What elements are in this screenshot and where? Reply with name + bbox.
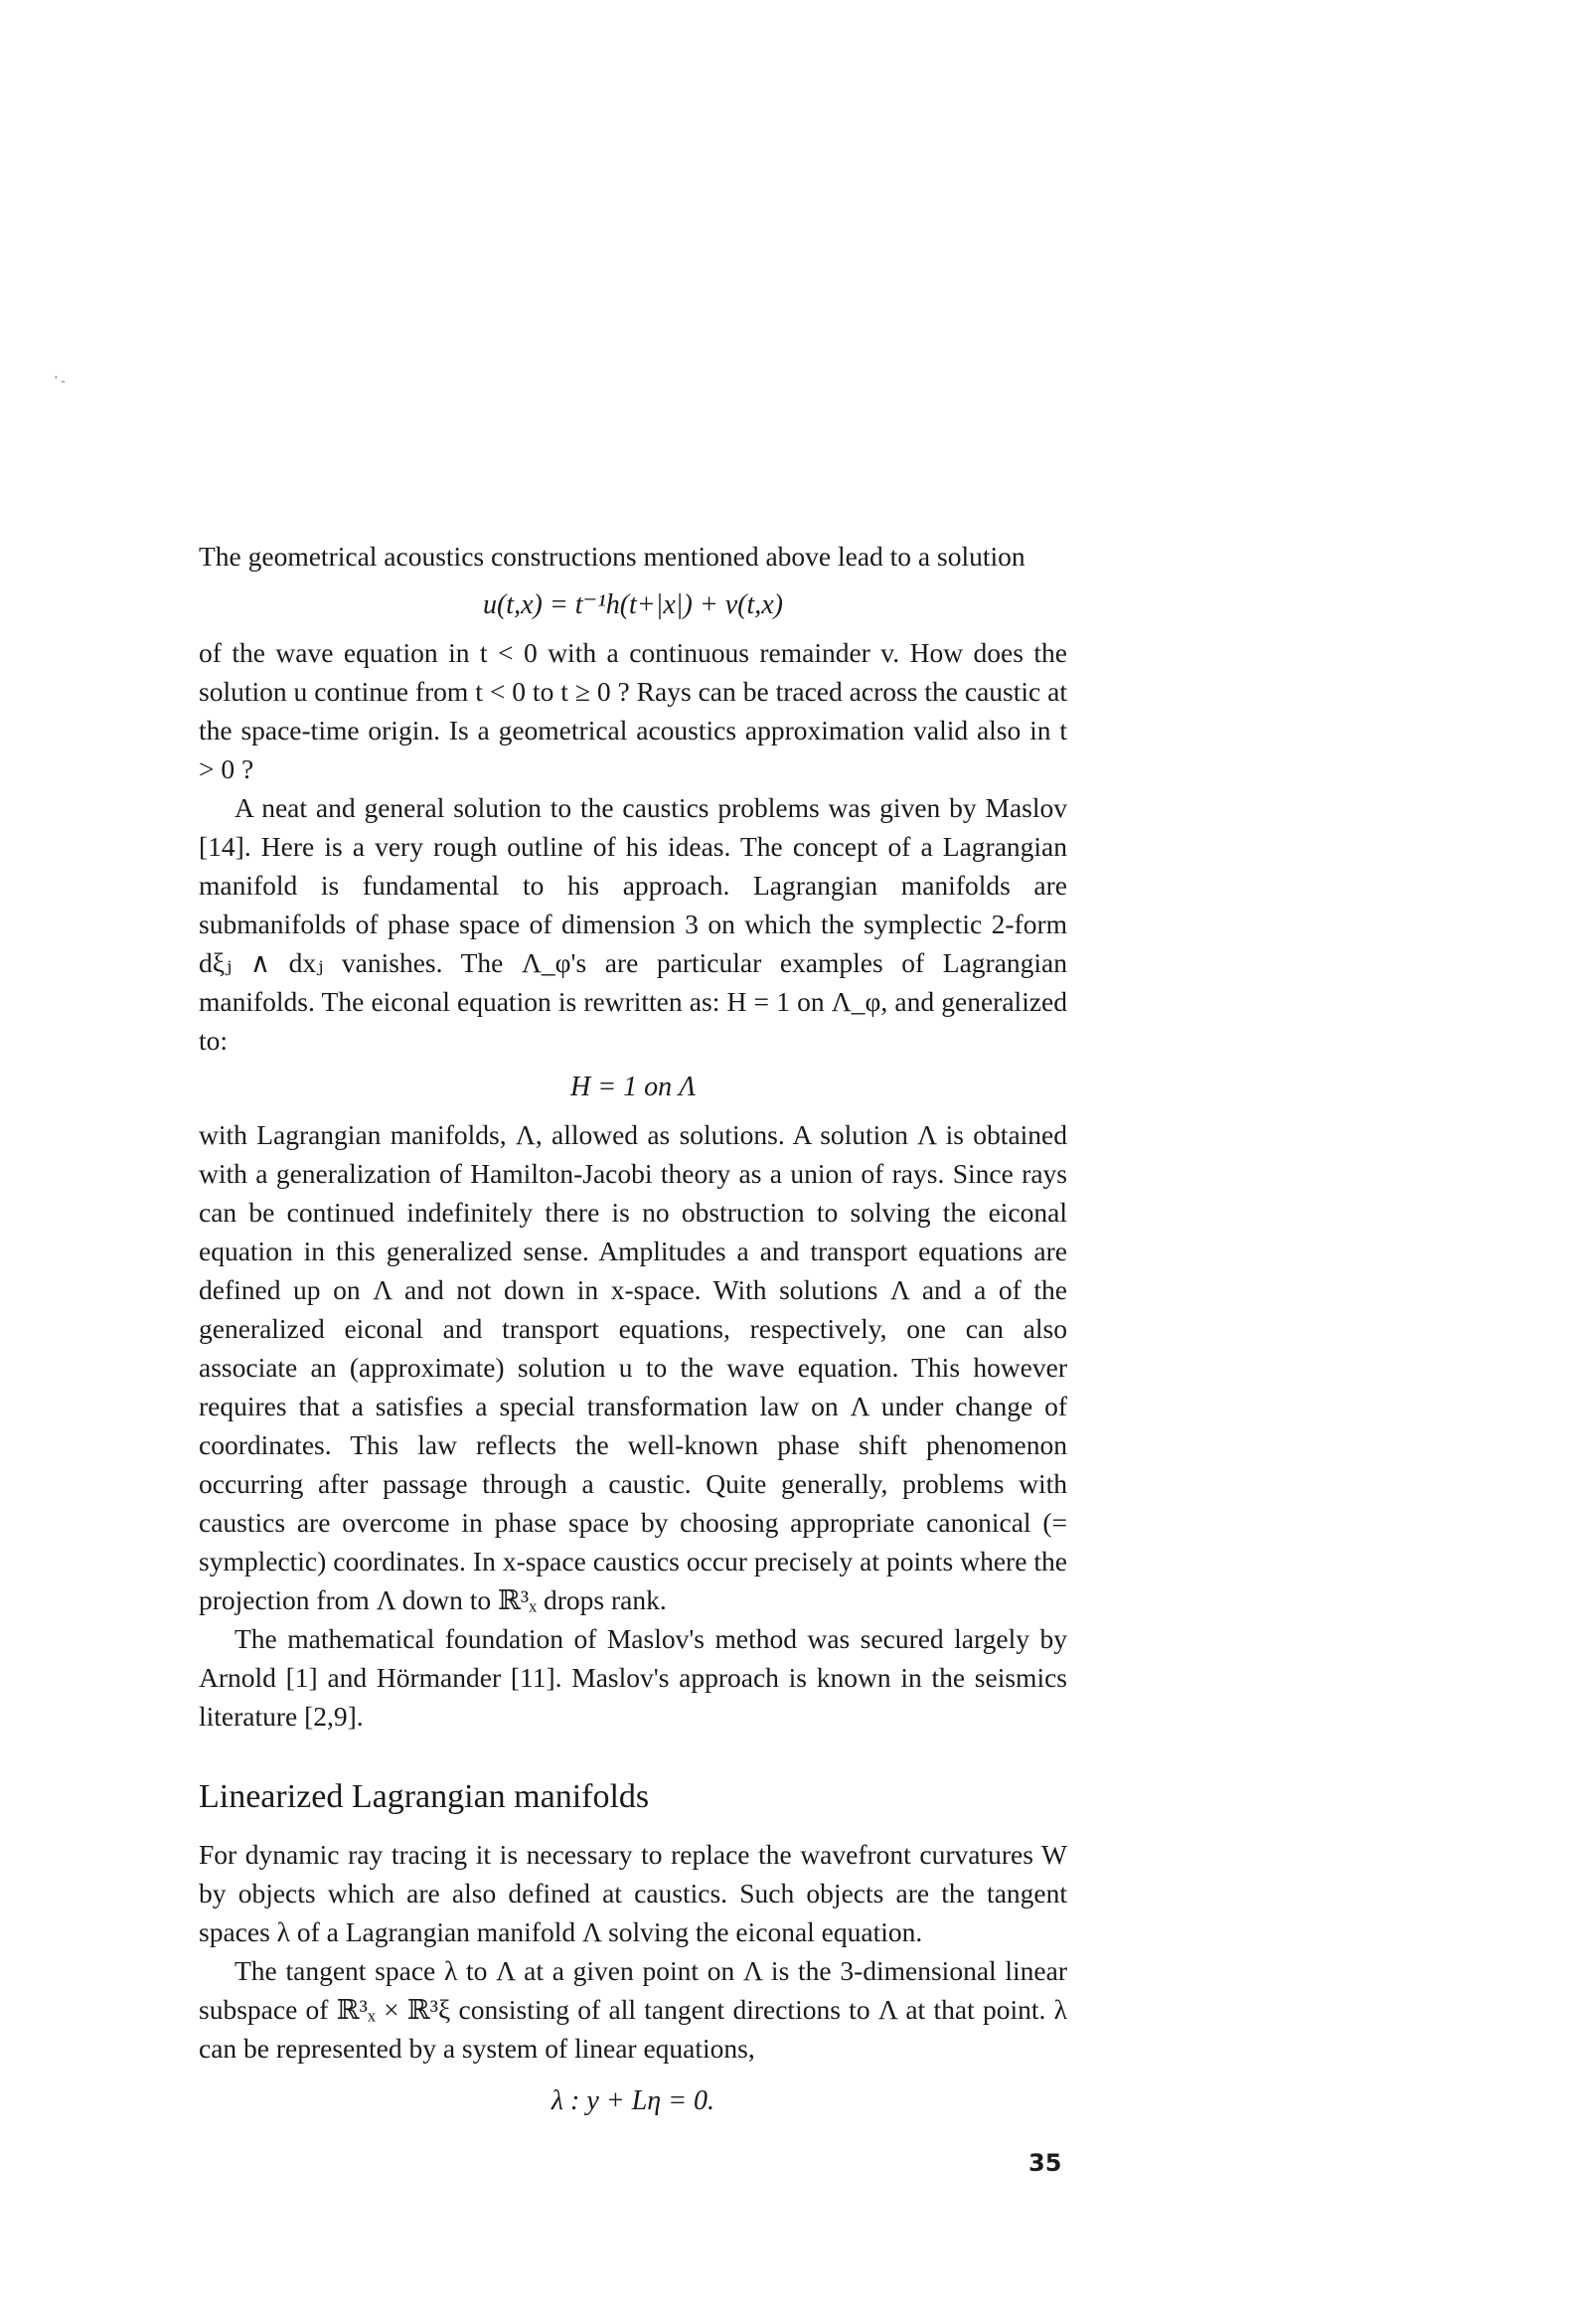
text-column [199,537,1067,2121]
equation-eiconal: H = 1 on Λ [569,1072,697,1102]
scan-speck: ' - [55,374,66,389]
paragraph-foundation: The mathematical foundation of Maslov's method was secured largely by Arnold [1] and Hörmander [11]. Maslov's approach is known in the seismics literature [2,9]. [199,1623,1067,1732]
equation-solution: u(t,x) = t⁻¹h(t+|x|) + v(t,x) [482,589,784,620]
page-number: 35 [1028,2149,1062,2177]
equation-tangent: λ : y + Lη = 0. [551,2085,715,2116]
paragraph-maslov: A neat and general solution to the caustics problems was given by Maslov [14]. Here is a very rough outline of his ideas. The concept of a Lagrangian manifold is fundamental to his approach. Lagrangian manifolds are submanifolds of phase space of dimension 3 on which the symplectic 2-form dξⱼ ∧ dxⱼ vanishes. The Λ_φ's are particular examples of Lagrangian manifolds. The eiconal equation is rewritten as: H = 1 on Λ_φ, and generalized to: [199,792,1067,1056]
intro-line: The geometrical acoustics constructions mentioned above lead to a solution [199,541,1025,572]
paragraph-wave-equation: of the wave equation in t < 0 with a continuous remainder v. How does the solution u continue from t < 0 to t ≥ 0 ? Rays can be traced across the caustic at the space-time origin. Is a geometrical acoustics approximation valid also in t > 0 ? [199,637,1067,784]
paragraph-tangent-space: The tangent space λ to Λ at a given point on Λ is the 3-dimensional linear subspace of ℝ³ₓ × ℝ³ξ consisting of all tangent directions to Λ at that point. λ can be represented by a system of linear equations, [199,1955,1067,2064]
paragraph-lagrangian: with Lagrangian manifolds, Λ, allowed as solutions. A solution Λ is obtained with a generalization of Hamilton-Jacobi theory as a union of rays. Since rays can be continued indefinitely there is no obstruction to solving the eiconal equation in this generalized sense. Amplitudes a and transport equations are defined up on Λ and not down in x-space. With solutions Λ and a of the generalized eiconal and transport equations, respectively, one can also associate an (approximate) solution u to the wave equation. This however requires that a satisfies a special transformation law on Λ under change of coordinates. This law reflects the well-known phase shift phenomenon occurring after passage through a caustic. Quite generally, problems with caustics are overcome in phase space by choosing appropriate canonical (= symplectic) coordinates. In x-space caustics occur precisely at points where the projection from Λ down to ℝ³ₓ drops rank. [199,1119,1067,1615]
paragraph-dynamic-ray: For dynamic ray tracing it is necessary to replace the wavefront curvatures W by objects which are also defined at caustics. Such objects are the tangent spaces λ of a Lagrangian manifold Λ solving the eiconal equation. [199,1839,1067,1947]
section-heading: Linearized Lagrangian manifolds [199,1778,650,1815]
